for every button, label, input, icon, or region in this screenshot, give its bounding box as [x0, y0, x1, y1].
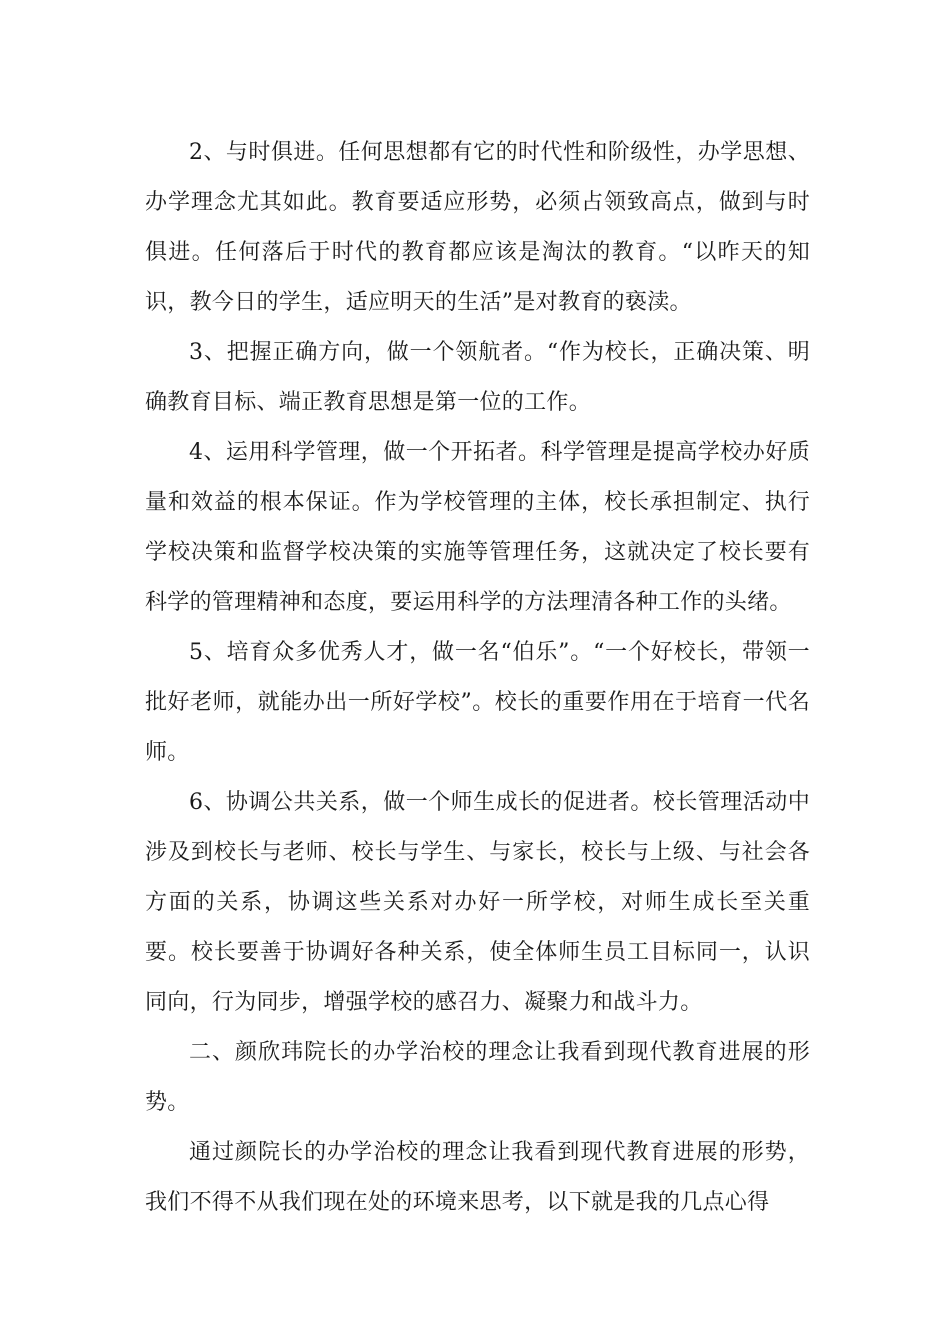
- paragraph-reflection: 通过颜院长的办学治校的理念让我看到现代教育进展的形势，我们不得不从我们现在处的环境来思考，以下就是我的几点心得: [145, 1140, 810, 1215]
- document-body: [145, 128, 810, 1228]
- paragraph-scientific-management: 4、运用科学管理，做一个开拓者。科学管理是提高学校办好质量和效益的根本保证。作为学校管理的主体，校长承担制定、执行学校决策和监督学校决策的实施等管理任务，这就决定了校长要有科学的管理精神和态度，要运用科学的方法理清各种工作的头绪。: [145, 440, 810, 615]
- paragraph-keep-pace-with-times: 2、与时俱进。任何思想都有它的时代性和阶级性，办学思想、办学理念尤其如此。教育要适应形势，必须占领致高点，做到与时俱进。任何落后于时代的教育都应该是淘汰的教育。“以昨天的知识，教今日的学生，适应明天的生活”是对教育的亵渎。: [145, 140, 810, 315]
- paragraph-public-relations: 6、协调公共关系，做一个师生成长的促进者。校长管理活动中涉及到校长与老师、校长与学生、与家长，校长与上级、与社会各方面的关系，协调这些关系对办好一所学校，对师生成长至关重要。校长要善于协调好各种关系，使全体师生员工目标同一，认识同向，行为同步，增强学校的感召力、凝聚力和战斗力。: [145, 790, 810, 1015]
- paragraph-cultivate-talent: 5、培育众多优秀人才，做一名“伯乐”。“一个好校长，带领一批好老师，就能办出一所好学校”。校长的重要作用在于培育一代名师。: [145, 640, 810, 765]
- section-heading-two: 二、颜欣玮院长的办学治校的理念让我看到现代教育进展的形势。: [145, 1040, 810, 1115]
- paragraph-grasp-direction: 3、把握正确方向，做一个领航者。“作为校长，正确决策、明确教育目标、端正教育思想是第一位的工作。: [145, 340, 810, 415]
